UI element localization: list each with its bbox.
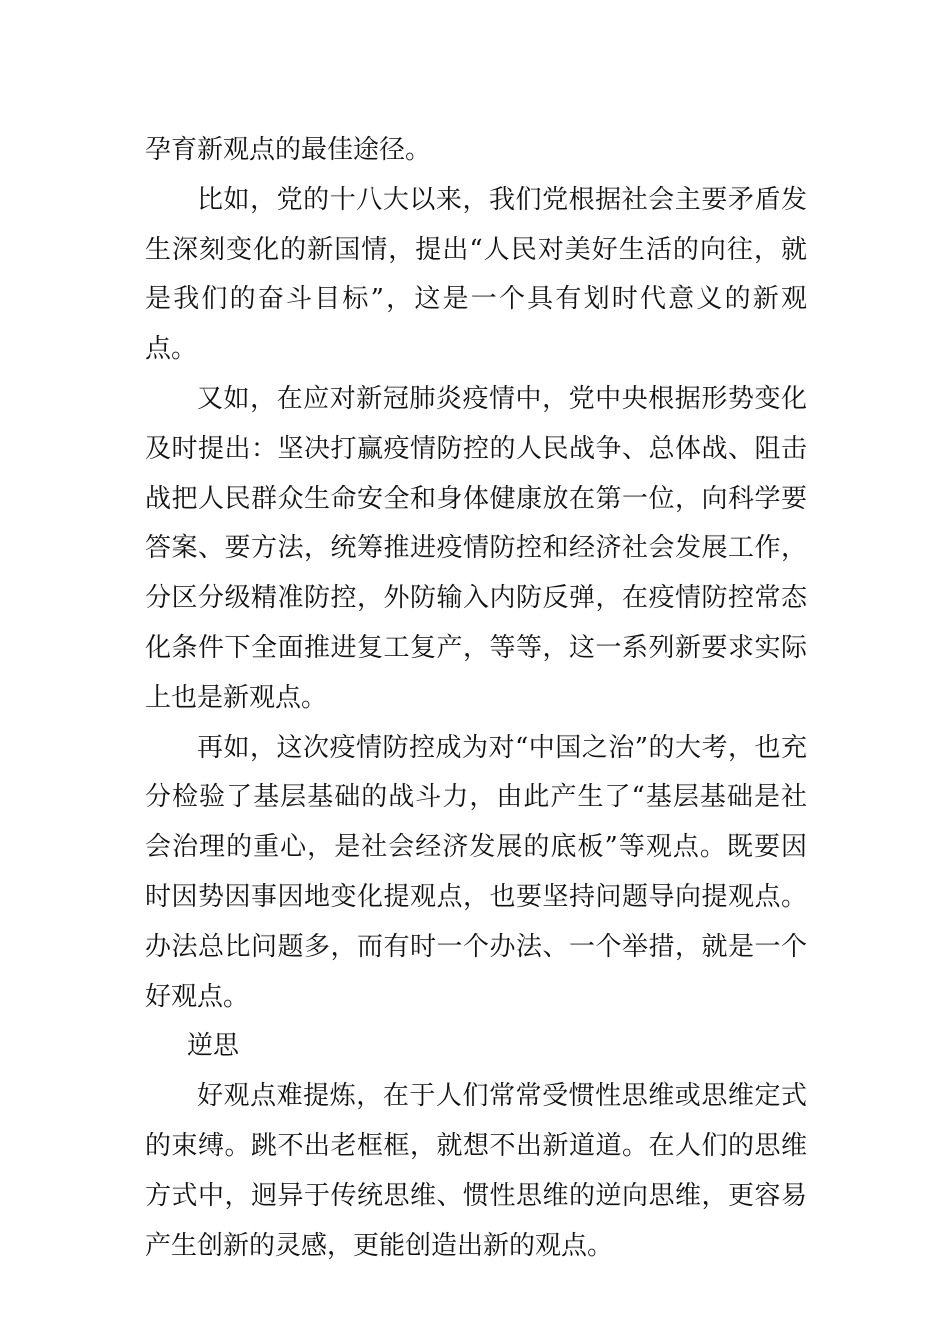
paragraph-continuation: 孕育新观点的最佳途径。 xyxy=(145,135,432,165)
paragraph-reverse-thinking: 好观点难提炼，在于人们常常受惯性思维或思维定式的束缚。跳不出老框框，就想不出新道道。在人们的思维方式中，迥异于传统思维、惯性思维的逆向思维，更容易产生创新的灵感，更能创造出新的观点。 xyxy=(145,1081,807,1261)
document-page xyxy=(145,126,807,1271)
section-heading: 逆思 xyxy=(187,1031,240,1062)
paragraph-example-2: 又如，在应对新冠肺炎疫情中，党中央根据形势变化及时提出：坚决打赢疫情防控的人民战争、总体战、阻击战把人民群众生命安全和身体健康放在第一位，向科学要答案、要方法，统筹推进疫情防控和经济社会发展工作，分区分级精准防控，外防输入内防反弹，在疫情防控常态化条件下全面推进复工复产，等等，这一系列新要求实际上也是新观点。 xyxy=(145,383,807,713)
paragraph-example-1: 比如，党的十八大以来，我们党根据社会主要矛盾发生深刻变化的新国情，提出“人民对美好生活的向往，就是我们的奋斗目标”，这是一个具有划时代意义的新观点。 xyxy=(145,184,807,365)
paragraph-example-3: 再如，这次疫情防控成为对“中国之治”的大考，也充分检验了基层基础的战斗力，由此产生了“基层基础是社会治理的重心，是社会经济发展的底板”等观点。既要因时因势因事因地变化提观点，也要坚持问题导向提观点。办法总比问题多，而有时一个办法、一个举措，就是一个好观点。 xyxy=(145,732,807,1012)
